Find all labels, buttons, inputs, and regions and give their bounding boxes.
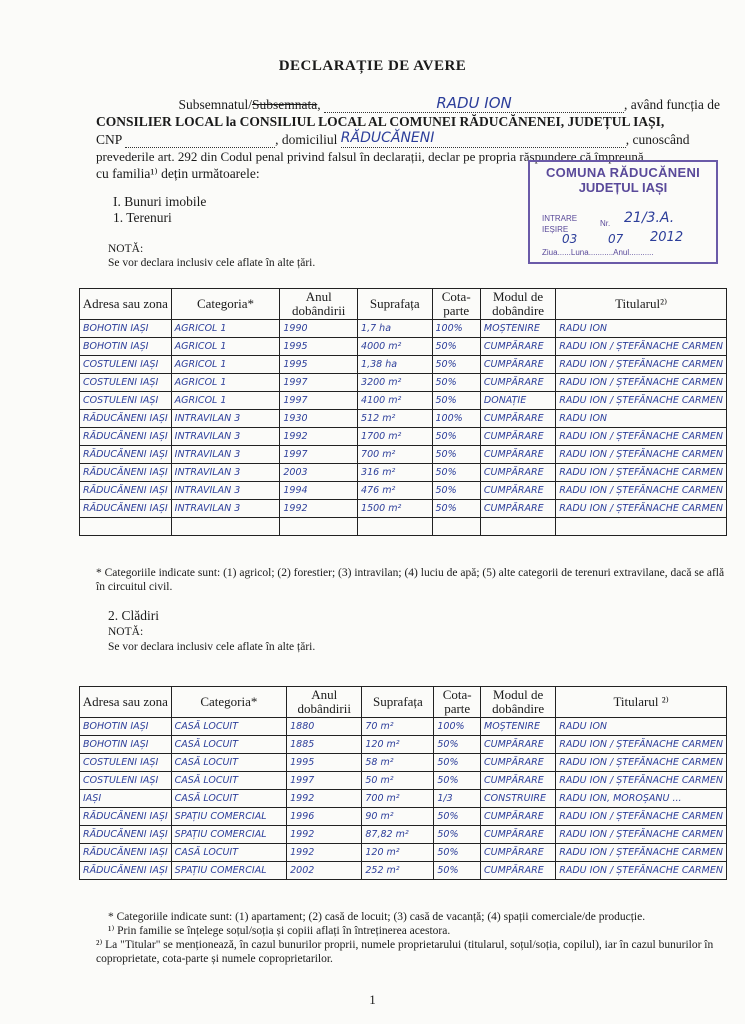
section-1-sub: 1. Terenuri (113, 210, 172, 225)
table-cell: RADU ION / ȘTEFĂNACHE CARMEN (556, 736, 727, 754)
table-cell: COSTULENI IAȘI (80, 754, 172, 772)
table-cell: COSTULENI IAȘI (80, 392, 172, 410)
table-cell: RADU ION / ȘTEFĂNACHE CARMEN (556, 808, 727, 826)
table-cell: COSTULENI IAȘI (80, 374, 172, 392)
column-header: Categoria* (171, 289, 280, 320)
table-row (80, 500, 727, 518)
table-cell: MOȘTENIRE (480, 320, 555, 338)
table-cell: CUMPĂRARE (480, 338, 555, 356)
table-cell: CUMPĂRARE (481, 808, 556, 826)
column-header: Adresa sau zona (80, 687, 172, 718)
intro-line-1 (96, 95, 720, 113)
table-cell: 2002 (287, 862, 362, 880)
table-cell: CUMPĂRARE (480, 374, 555, 392)
table-cell: CUMPĂRARE (481, 826, 556, 844)
table-cell: 120 m² (362, 844, 434, 862)
table-cell: 50% (432, 338, 480, 356)
table-cell: 1500 m² (358, 500, 432, 518)
table-cell: INTRAVILAN 3 (171, 482, 280, 500)
table-cell: 1997 (280, 446, 358, 464)
stamp-month: 07 (608, 232, 624, 246)
stamp-nr-value: 21/3.A. (624, 210, 675, 226)
table-cell: RADU ION (556, 320, 727, 338)
table-cell: INTRAVILAN 3 (171, 500, 280, 518)
section-1-nota: NOTĂ: (108, 243, 144, 255)
table-cell: RADU ION / ȘTEFĂNACHE CARMEN (556, 428, 727, 446)
table-cell: 50% (432, 482, 480, 500)
table-cell: 50% (432, 446, 480, 464)
table-cell: 1,7 ha (358, 320, 432, 338)
function-label: , având funcția de (624, 97, 720, 112)
column-header: Cota-parte (432, 289, 480, 320)
table-cell: 700 m² (362, 790, 434, 808)
section-2-footnote-2: ¹⁾ Prin familie se înțelege soțul/soția și copiii aflați în întreținerea acestora. (108, 925, 451, 937)
table-cell: 700 m² (358, 446, 432, 464)
stamp-iesire: IEȘIRE (542, 225, 569, 234)
table-cell: RĂDUCĂNENI IAȘI (80, 464, 172, 482)
table-cell: 1996 (287, 808, 362, 826)
table-cell: BOHOTIN IAȘI (80, 718, 172, 736)
table-cell: 50% (434, 862, 481, 880)
table-row (80, 428, 727, 446)
table-cell: COSTULENI IAȘI (80, 772, 172, 790)
table-cell: 1995 (280, 356, 358, 374)
section-2-nota: NOTĂ: (108, 626, 144, 638)
land-table-header (80, 289, 727, 320)
table-cell: 58 m² (362, 754, 434, 772)
table-cell: RĂDUCĂNENI IAȘI (80, 862, 172, 880)
table-cell: RĂDUCĂNENI IAȘI (80, 428, 172, 446)
table-cell: 50% (432, 464, 480, 482)
table-cell: CONSTRUIRE (481, 790, 556, 808)
table-cell: CUMPĂRARE (480, 356, 555, 374)
table-cell: RADU ION / ȘTEFĂNACHE CARMEN (556, 338, 727, 356)
cnp-label: CNP (96, 132, 122, 147)
table-cell: 4000 m² (358, 338, 432, 356)
stamp-day: 03 (562, 232, 578, 246)
table-row (80, 772, 727, 790)
table-cell: RADU ION / ȘTEFĂNACHE CARMEN (556, 446, 727, 464)
table-cell: CUMPĂRARE (480, 428, 555, 446)
table-cell: 50% (432, 428, 480, 446)
table-cell: 50% (432, 392, 480, 410)
table-cell: RADU ION / ȘTEFĂNACHE CARMEN (556, 862, 727, 880)
table-cell: 1880 (287, 718, 362, 736)
table-cell (280, 518, 358, 536)
table-cell: CUMPĂRARE (480, 482, 555, 500)
table-cell: 476 m² (358, 482, 432, 500)
table-cell: RĂDUCĂNENI IAȘI (80, 482, 172, 500)
table-cell: RADU ION / ȘTEFĂNACHE CARMEN (556, 500, 727, 518)
table-row (80, 392, 727, 410)
table-row (80, 482, 727, 500)
table-row (80, 518, 727, 536)
table-cell: BOHOTIN IAȘI (80, 320, 172, 338)
column-header: Modul de dobândire (480, 289, 555, 320)
table-cell: CUMPĂRARE (480, 410, 555, 428)
table-cell: 1/3 (434, 790, 481, 808)
table-cell: CUMPĂRARE (480, 500, 555, 518)
table-cell: RADU ION / ȘTEFĂNACHE CARMEN (556, 482, 727, 500)
land-table (79, 288, 727, 536)
table-cell: 50% (434, 772, 481, 790)
table-cell: RĂDUCĂNENI IAȘI (80, 808, 172, 826)
table-row (80, 464, 727, 482)
stamp-nr-label: Nr. (600, 219, 611, 228)
buildings-table-header (80, 687, 727, 718)
table-cell: 1994 (280, 482, 358, 500)
table-cell: 70 m² (362, 718, 434, 736)
table-cell: 1995 (287, 754, 362, 772)
table-cell: 87,82 m² (362, 826, 434, 844)
table-row (80, 754, 727, 772)
table-cell: 50% (432, 374, 480, 392)
table-cell: MOȘTENIRE (481, 718, 556, 736)
table-row (80, 356, 727, 374)
table-cell: CASĂ LOCUIT (171, 718, 286, 736)
section-2-sub: 2. Clădiri (108, 608, 159, 623)
table-cell: RADU ION, MOROȘANU ... (556, 790, 727, 808)
subsemnatul-label: Subsemnatul/ (178, 97, 253, 112)
table-cell: RĂDUCĂNENI IAȘI (80, 410, 172, 428)
table-cell: INTRAVILAN 3 (171, 464, 280, 482)
column-header: Anul dobândirii (287, 687, 362, 718)
table-row (80, 790, 727, 808)
table-cell: RĂDUCĂNENI IAȘI (80, 446, 172, 464)
table-cell: 316 m² (358, 464, 432, 482)
table-cell: 512 m² (358, 410, 432, 428)
column-header: Cota-parte (434, 687, 481, 718)
table-cell: AGRICOL 1 (171, 356, 280, 374)
table-cell: RADU ION / ȘTEFĂNACHE CARMEN (556, 844, 727, 862)
table-cell: 1930 (280, 410, 358, 428)
column-header: Categoria* (171, 687, 286, 718)
table-cell: CUMPĂRARE (481, 754, 556, 772)
table-cell: 100% (432, 410, 480, 428)
table-cell: SPAȚIU COMERCIAL (171, 808, 286, 826)
table-cell: 50 m² (362, 772, 434, 790)
table-cell: 50% (434, 844, 481, 862)
table-cell (80, 518, 172, 536)
domiciliu-label: , domiciliul (275, 132, 338, 147)
table-cell: CUMPĂRARE (481, 772, 556, 790)
table-cell (358, 518, 432, 536)
intro-line-2 (96, 130, 720, 148)
table-cell: 1992 (287, 790, 362, 808)
table-cell: RADU ION / ȘTEFĂNACHE CARMEN (556, 826, 727, 844)
table-cell: 100% (432, 320, 480, 338)
table-row (80, 844, 727, 862)
section-2-footnote-3: ²⁾ La "Titular" se menționează, în cazul bunurilor proprii, numele proprietarului (titularul, soțul/soția, copilul), iar în cazul bunurilor în coproprietate, cota-parte și numele coproprietarilor. (96, 939, 714, 965)
table-row (80, 736, 727, 754)
table-cell: 252 m² (362, 862, 434, 880)
table-cell (171, 518, 280, 536)
table-cell (556, 518, 727, 536)
table-cell: DONAȚIE (480, 392, 555, 410)
table-cell: BOHOTIN IAȘI (80, 338, 172, 356)
table-cell (480, 518, 555, 536)
table-cell: RADU ION / ȘTEFĂNACHE CARMEN (556, 464, 727, 482)
section-2-nota-text: Se vor declara inclusiv cele aflate în alte țări. (108, 641, 316, 653)
table-cell: RĂDUCĂNENI IAȘI (80, 826, 172, 844)
table-cell: 50% (432, 500, 480, 518)
stamp-date-labels: Ziua......Luna...........Anul........... (542, 248, 654, 257)
table-cell: 50% (434, 736, 481, 754)
column-header: Titularul²⁾ (556, 289, 727, 320)
table-cell: CASĂ LOCUIT (171, 844, 286, 862)
table-cell: AGRICOL 1 (171, 392, 280, 410)
table-cell: INTRAVILAN 3 (171, 446, 280, 464)
table-cell: CUMPĂRARE (481, 844, 556, 862)
table-cell: 1997 (280, 374, 358, 392)
table-cell: 120 m² (362, 736, 434, 754)
table-cell: RADU ION / ȘTEFĂNACHE CARMEN (556, 356, 727, 374)
stamp-year: 2012 (650, 230, 684, 245)
table-cell: 1700 m² (358, 428, 432, 446)
table-cell: 2003 (280, 464, 358, 482)
column-header: Titularul ²⁾ (556, 687, 727, 718)
column-header: Anul dobândirii (280, 289, 358, 320)
table-cell: 1992 (280, 500, 358, 518)
table-row (80, 374, 727, 392)
table-cell: SPAȚIU COMERCIAL (171, 862, 286, 880)
section-1-heading: I. Bunuri imobile (113, 194, 207, 209)
table-cell: RĂDUCĂNENI IAȘI (80, 500, 172, 518)
table-cell: CASĂ LOCUIT (171, 772, 286, 790)
section-2-footnote-1: * Categoriile indicate sunt: (1) apartament; (2) casă de locuit; (3) casă de vacanță; (4) spații comerciale/de producție. (108, 911, 646, 923)
table-row (80, 808, 727, 826)
table-row (80, 320, 727, 338)
table-cell: 1,38 ha (358, 356, 432, 374)
page-number: 1 (369, 992, 376, 1007)
table-cell: 1992 (280, 428, 358, 446)
table-cell: CUMPĂRARE (480, 446, 555, 464)
table-cell: 90 m² (362, 808, 434, 826)
table-cell: BOHOTIN IAȘI (80, 736, 172, 754)
table-cell: 3200 m² (358, 374, 432, 392)
column-header: Modul de dobândire (481, 687, 556, 718)
column-header: Adresa sau zona (80, 289, 172, 320)
table-cell: RADU ION (556, 410, 727, 428)
buildings-table (79, 686, 727, 880)
table-cell: 1992 (287, 826, 362, 844)
table-cell: 1997 (280, 392, 358, 410)
table-cell: CUMPĂRARE (481, 736, 556, 754)
table-cell: 1997 (287, 772, 362, 790)
comma: , (317, 97, 321, 112)
table-cell: 1885 (287, 736, 362, 754)
column-header: Suprafața (362, 687, 434, 718)
table-cell: RADU ION / ȘTEFĂNACHE CARMEN (556, 754, 727, 772)
table-cell: RADU ION / ȘTEFĂNACHE CARMEN (556, 772, 727, 790)
table-cell: CASĂ LOCUIT (171, 790, 286, 808)
table-cell (432, 518, 480, 536)
table-cell: 1990 (280, 320, 358, 338)
table-cell: AGRICOL 1 (171, 320, 280, 338)
table-cell: INTRAVILAN 3 (171, 428, 280, 446)
column-header: Suprafața (358, 289, 432, 320)
declarant-name-field: RADU ION (324, 95, 624, 113)
table-row (80, 718, 727, 736)
table-cell: AGRICOL 1 (171, 338, 280, 356)
stamp-intrare: INTRARE (542, 214, 578, 223)
intro-line-4: cu familia¹⁾ dețin următoarele: (96, 166, 260, 181)
table-cell: INTRAVILAN 3 (171, 410, 280, 428)
table-cell: 1995 (280, 338, 358, 356)
table-cell: IAȘI (80, 790, 172, 808)
table-cell: 50% (434, 754, 481, 772)
subsemnata-label: Subsemnata (252, 97, 318, 112)
table-cell: RADU ION / ȘTEFĂNACHE CARMEN (556, 374, 727, 392)
section-1-footnote: * Categoriile indicate sunt: (1) agricol; (2) forestier; (3) intravilan; (4) luciu de apă; (5) alte categorii de terenuri extravilane, dacă se află în circuitul civil. (96, 567, 725, 593)
table-cell: 50% (432, 356, 480, 374)
table-cell: CASĂ LOCUIT (171, 754, 286, 772)
table-cell: AGRICOL 1 (171, 374, 280, 392)
page-title: DECLARAȚIE DE AVERE (278, 58, 467, 74)
table-cell: 1992 (287, 844, 362, 862)
table-cell: 50% (434, 826, 481, 844)
stamp-line-1: COMUNA RĂDUCĂNENI (545, 165, 701, 180)
table-row (80, 446, 727, 464)
registration-stamp (528, 160, 718, 264)
table-row (80, 826, 727, 844)
table-row (80, 410, 727, 428)
table-cell: 100% (434, 718, 481, 736)
cunoscand-label: , cunoscând (625, 132, 690, 147)
table-cell: SPAȚIU COMERCIAL (171, 826, 286, 844)
section-1-nota-text: Se vor declara inclusiv cele aflate în alte țări. (108, 257, 316, 269)
table-row (80, 338, 727, 356)
table-cell: COSTULENI IAȘI (80, 356, 172, 374)
table-cell: 50% (434, 808, 481, 826)
table-row (80, 862, 727, 880)
table-cell: RĂDUCĂNENI IAȘI (80, 844, 172, 862)
table-cell: RADU ION (556, 718, 727, 736)
table-cell: CUMPĂRARE (480, 464, 555, 482)
intro-line-3: prevederile art. 292 din Codul penal privind falsul în declarații, declar pe propria răspundere că împreună (96, 149, 644, 164)
domiciliu-field: RĂDUCĂNENI (341, 130, 626, 148)
table-cell: RADU ION / ȘTEFĂNACHE CARMEN (556, 392, 727, 410)
function-value: CONSILIER LOCAL la CONSILIUL LOCAL AL COMUNEI RĂDUCĂNENEI, JUDEȚUL IAȘI, (96, 114, 665, 129)
table-cell: CASĂ LOCUIT (171, 736, 286, 754)
table-cell: 4100 m² (358, 392, 432, 410)
table-cell: CUMPĂRARE (481, 862, 556, 880)
stamp-line-2: JUDEȚUL IAȘI (578, 180, 668, 195)
